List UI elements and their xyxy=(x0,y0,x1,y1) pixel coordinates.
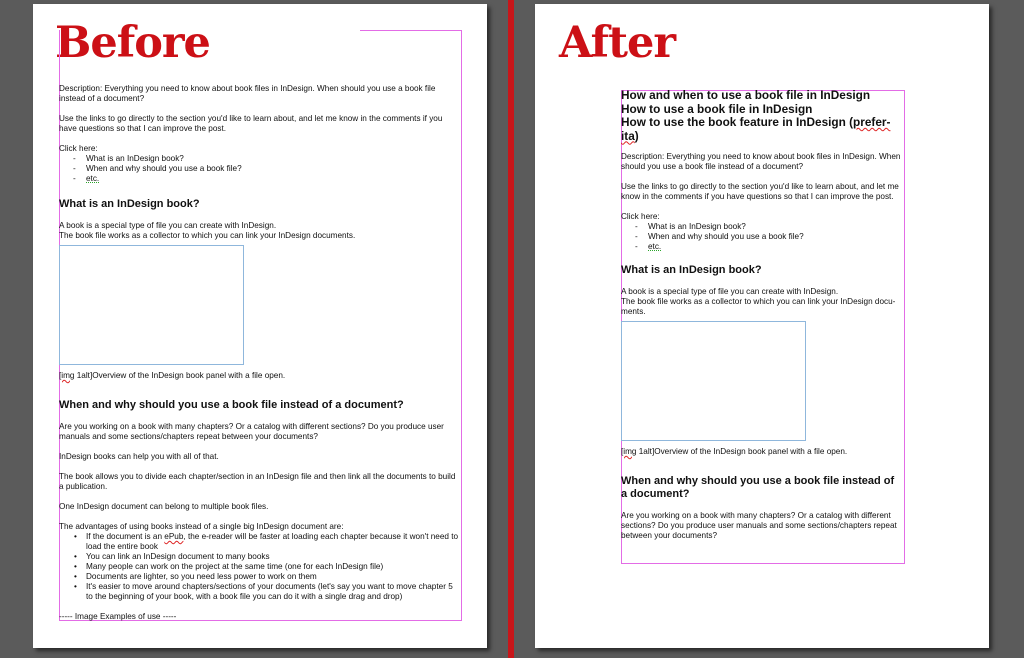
image-caption: [img 1alt]Overview of the InDesign book panel with a file open. xyxy=(59,371,286,380)
paragraph: Are you working on a book with many chapters? Or a catalog with different sections? Do you produce user manuals and some sections/chapters repeat between your documents? xyxy=(621,511,897,540)
center-divider xyxy=(508,0,514,658)
paragraph: The book file works as a collector to which you can link your InDesign docu-ments. xyxy=(621,297,896,316)
paragraph: Are you working on a book with many chapters? Or a catalog with different sections? Do you produce user manuals and some sections/chapters repeat between your documents? xyxy=(59,422,444,441)
after-page xyxy=(535,4,989,648)
title-line: How to use a book file in InDesign xyxy=(621,101,813,116)
list-item[interactable]: - etc. xyxy=(621,242,903,252)
section-heading: What is an InDesign book? xyxy=(621,264,762,276)
section-heading: What is an InDesign book? xyxy=(59,198,200,210)
paragraph: InDesign books can help you with all of that. xyxy=(59,452,219,461)
list-item: • If the document is an ePub, the e-reader will be faster at loading each chapter because it won't need to load the entire book xyxy=(59,532,459,552)
image-placeholder[interactable] xyxy=(621,321,806,441)
click-here: Click here: xyxy=(621,212,660,221)
list-item[interactable]: - etc. xyxy=(59,174,459,184)
title-line: How and when to use a book file in InDesign xyxy=(621,88,871,102)
before-page xyxy=(33,4,487,648)
intro: Use the links to go directly to the section you'd like to learn about, and let me know in the comments if you have questions so that I can improve the post. xyxy=(59,114,443,133)
link-list xyxy=(621,222,903,252)
paragraph: The book allows you to divide each chapter/section in an InDesign file and then link all the documents to build a publication. xyxy=(59,472,456,491)
image-placeholder[interactable] xyxy=(59,245,244,365)
list-item: • Many people can work on the project at the same time (one for each InDesign file) xyxy=(59,562,459,572)
description: Description: Everything you need to know about book files in InDesign. When should you use a book file instead of a document? xyxy=(59,84,436,103)
link-list xyxy=(59,154,459,184)
description: Description: Everything you need to know about book files in InDesign. When should you use a book file instead of a document? xyxy=(621,152,901,171)
list-item: • Documents are lighter, so you need less power to work on them xyxy=(59,572,459,582)
section-heading: When and why should you use a book file instead of a document? xyxy=(59,399,404,411)
title-block: How and when to use a book file in InDesign How to use a book file in InDesign How to use the book feature in InDesign (prefer- ita) xyxy=(621,88,891,143)
list-item[interactable]: - What is an InDesign book? xyxy=(621,222,903,232)
bullet-list xyxy=(59,532,459,602)
before-heading: Before xyxy=(55,18,210,68)
intro: Use the links to go directly to the section you'd like to learn about, and let me know in the comments if you have questions so that I can improve the post. xyxy=(621,182,899,201)
paragraph: A book is a special type of file you can create with InDesign. xyxy=(59,221,277,230)
after-heading: After xyxy=(559,18,675,68)
section-heading: When and why should you use a book file instead of a document? xyxy=(621,475,895,500)
paragraph: The advantages of using books instead of a single big InDesign document are: xyxy=(59,522,344,531)
paragraph: One InDesign document can belong to multiple book files. xyxy=(59,502,269,511)
list-item: • You can link an InDesign document to many books xyxy=(59,552,459,562)
after-text-content[interactable] xyxy=(621,89,903,551)
list-item[interactable]: - What is an InDesign book? xyxy=(59,154,459,164)
before-text-content[interactable] xyxy=(59,84,459,632)
list-item[interactable]: - When and why should you use a book file? xyxy=(621,232,903,242)
title-line: How to use the book feature in InDesign ( xyxy=(621,115,854,129)
click-here: Click here: xyxy=(59,144,98,153)
image-caption: [img 1alt]Overview of the InDesign book panel with a file open. xyxy=(621,447,848,456)
footer-text: ----- Image Examples of use ----- xyxy=(59,612,177,621)
list-item: • It's easier to move around chapters/sections of your documents (let's say you want to move chapter 5 to the beginning of your book, with a book file you can do it with a single drag and drop) xyxy=(59,582,459,602)
list-item[interactable]: - When and why should you use a book file? xyxy=(59,164,459,174)
paragraph: A book is a special type of file you can create with InDesign. xyxy=(621,287,839,296)
paragraph: The book file works as a collector to which you can link your InDesign documents. xyxy=(59,231,356,240)
